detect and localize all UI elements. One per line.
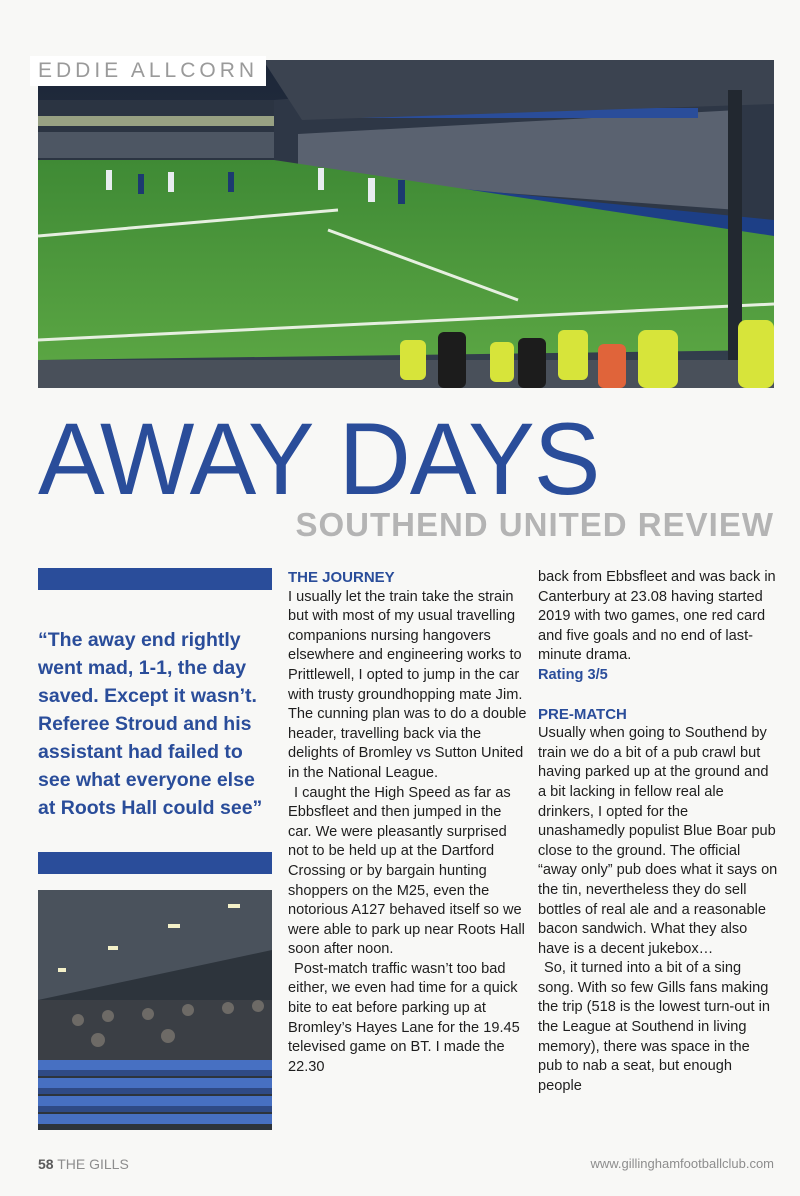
divider-bar-bottom	[38, 852, 272, 874]
page-number: 58	[38, 1156, 54, 1172]
paragraph: So, it turned into a bit of a sing song. With so few Gills fans making the trip (518 is the lowest turn-out in the League at Southend in living memory), there was space in the pub to nab a seat, but enough people	[538, 960, 770, 1094]
author-byline: EDDIE ALLCORN	[30, 56, 266, 86]
page-footer-left	[38, 1156, 129, 1172]
pull-quote: “The away end rightly went mad, 1-1, the day saved. Except it wasn’t. Referee Stroud and his assistant had failed to see what everyone else at Roots Hall could see”	[38, 629, 263, 819]
website-url: www.gillinghamfootballclub.com	[590, 1156, 774, 1171]
stadium-photo	[38, 60, 774, 388]
section-heading-pre-match: PRE-MATCH	[538, 705, 627, 723]
crowd-photo	[38, 890, 272, 1130]
rating-journey: Rating 3/5	[538, 666, 608, 683]
article-column-3	[538, 568, 778, 1096]
paragraph: back from Ebbsfleet and was back in Canterbury at 23.08 having started 2019 with two games, one red card and five goals and no end of last-minute drama.	[538, 569, 776, 664]
paragraph: Usually when going to Southend by train we do a bit of a pub crawl but having parked up at the ground and a bit lacking in fellow real ale drinkers, I opted for the unashamedly populist Blue Boar pub close to the ground. The official “away only” pub does what it says on the tin, nevertheless they do sell bottles of real ale and a reasonable bacon sandwich. What they also have is a decent jukebox…	[538, 725, 778, 957]
divider-bar-top	[38, 568, 272, 590]
magazine-name: THE GILLS	[57, 1156, 129, 1172]
article-column-2	[288, 568, 528, 1077]
paragraph: I usually let the train take the strain but with most of my usual travelling companions nursing hangovers elsewhere and engineering works to Prittlewell, I opted to jump in the car with trusty groundhopping mate Jim. The cunning plan was to do a double header, travelling back via the delights of Bromley vs Sutton United in the National League.	[288, 588, 527, 781]
page-subtitle: SOUTHEND UNITED REVIEW	[295, 506, 774, 543]
page-title: AWAY DAYS	[38, 402, 600, 516]
paragraph: I caught the High Speed as far as Ebbsfleet and then jumped in the car. We were pleasantly surprised not to be held up at the Dartford Crossing or by bargain hunting shoppers on the M25, even the notorious A127 behaved itself so we were able to park up near Roots Hall soon after noon.	[288, 784, 525, 958]
paragraph: Post-match traffic wasn’t too bad either, we even had time for a quick bite to eat before parking up at Bromley’s Hayes Lane for the 19.45 televised game on BT. I made the 22.30	[288, 960, 520, 1075]
section-heading-journey: THE JOURNEY	[288, 569, 395, 586]
